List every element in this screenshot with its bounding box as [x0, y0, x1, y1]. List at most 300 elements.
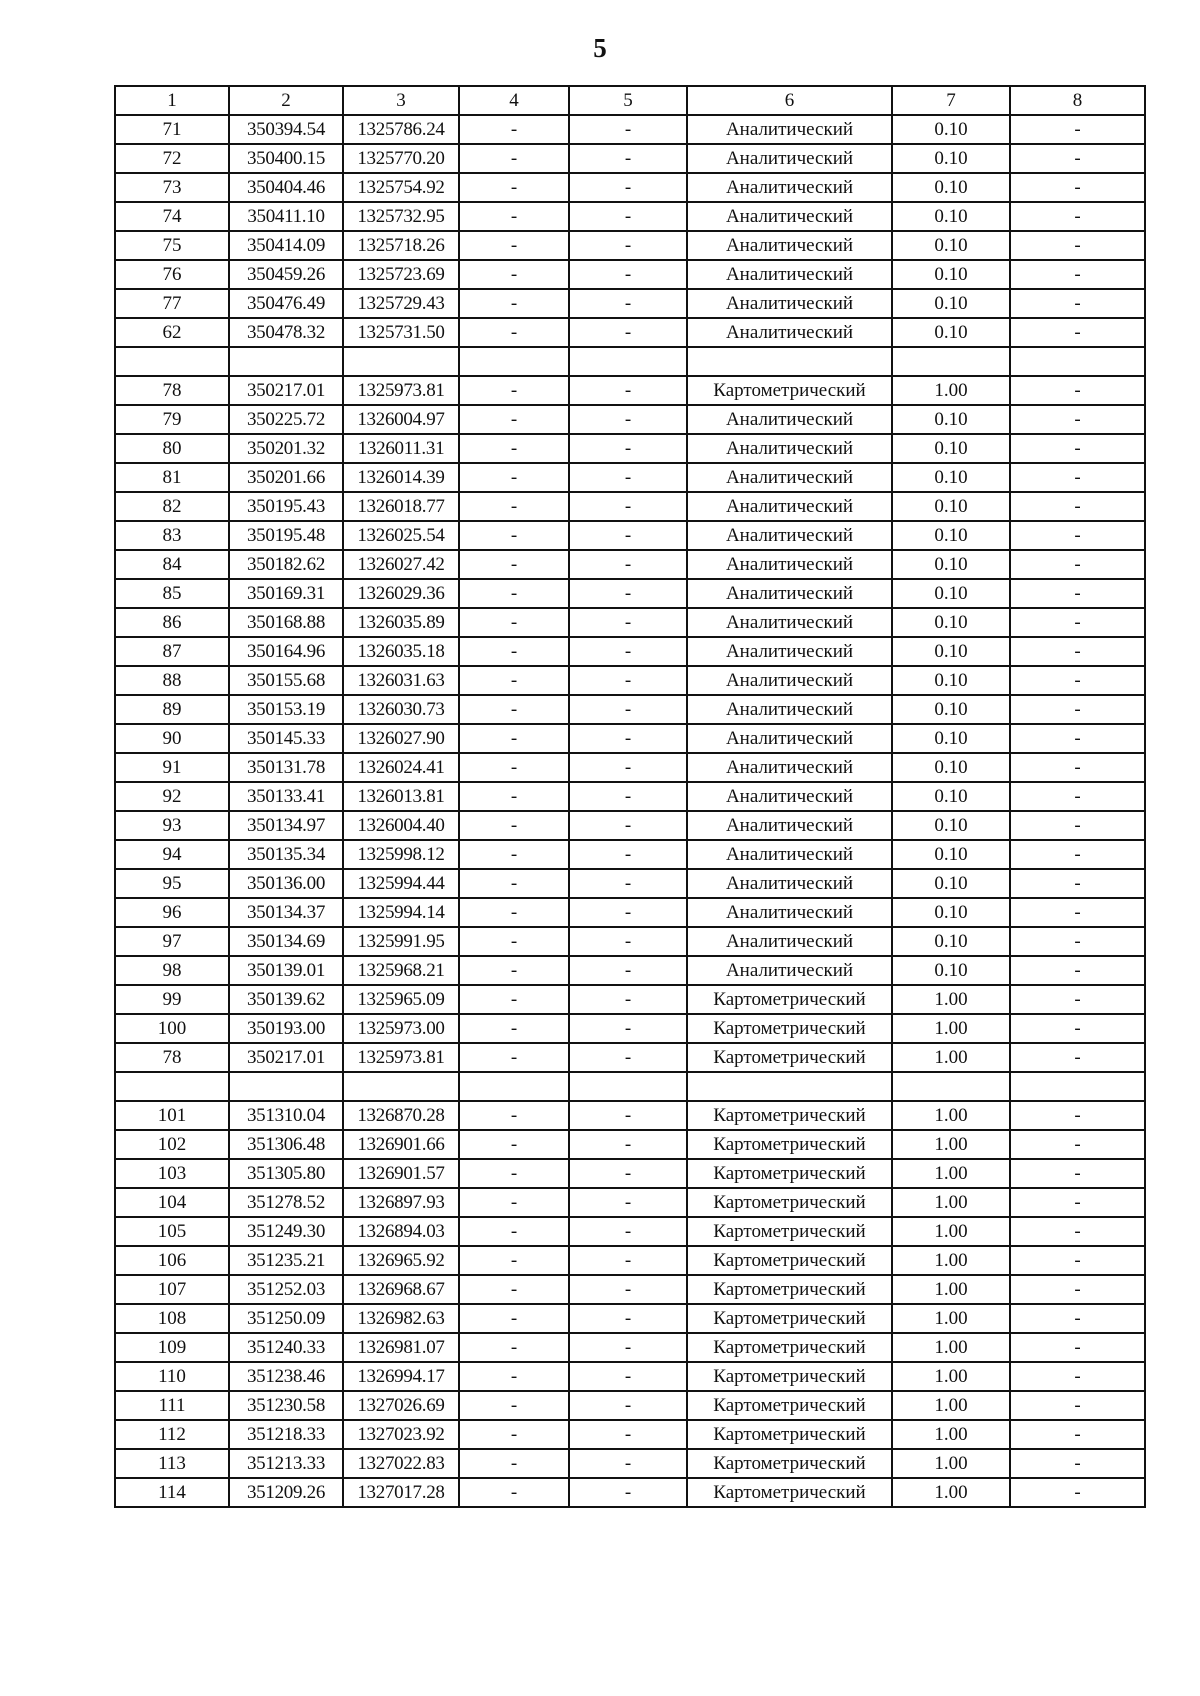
- table-cell: -: [459, 1246, 569, 1275]
- table-cell: -: [459, 318, 569, 347]
- table-cell: 112: [115, 1420, 229, 1449]
- table-cell: 350131.78: [229, 753, 343, 782]
- table-cell: 100: [115, 1014, 229, 1043]
- table-cell: -: [1010, 289, 1145, 318]
- table-cell: -: [459, 898, 569, 927]
- table-cell: 0.10: [892, 550, 1010, 579]
- table-row: [115, 840, 1145, 869]
- table-cell: 0.10: [892, 956, 1010, 985]
- table-cell: -: [459, 144, 569, 173]
- table-cell: -: [1010, 492, 1145, 521]
- table-cell: Аналитический: [687, 173, 892, 202]
- table-cell: 350476.49: [229, 289, 343, 318]
- table-row: [115, 550, 1145, 579]
- table-cell: 0.10: [892, 173, 1010, 202]
- table-cell: 351310.04: [229, 1101, 343, 1130]
- table-cell: 1325991.95: [343, 927, 459, 956]
- table-cell: -: [459, 811, 569, 840]
- table-row: [115, 927, 1145, 956]
- table-row: [115, 1217, 1145, 1246]
- table-cell: 350225.72: [229, 405, 343, 434]
- table-cell: 351238.46: [229, 1362, 343, 1391]
- table-row: [115, 173, 1145, 202]
- table-row: [115, 724, 1145, 753]
- table-row: [115, 1275, 1145, 1304]
- table-cell: -: [569, 1478, 687, 1507]
- table-cell: 1.00: [892, 1333, 1010, 1362]
- table-cell: 1326024.41: [343, 753, 459, 782]
- table-cell: 0.10: [892, 840, 1010, 869]
- table-cell: 78: [115, 1043, 229, 1072]
- table-cell: 351252.03: [229, 1275, 343, 1304]
- table-cell: -: [569, 202, 687, 231]
- table-cell: Аналитический: [687, 260, 892, 289]
- table-cell: -: [459, 869, 569, 898]
- table-cell: -: [569, 898, 687, 927]
- table-cell: Аналитический: [687, 695, 892, 724]
- table-cell: -: [459, 579, 569, 608]
- table-row: [115, 1333, 1145, 1362]
- table-cell: Картометрический: [687, 1188, 892, 1217]
- table-cell: -: [1010, 434, 1145, 463]
- table-cell: Аналитический: [687, 898, 892, 927]
- table-cell: -: [459, 840, 569, 869]
- table-cell: [687, 1072, 892, 1101]
- table-cell: 1.00: [892, 1101, 1010, 1130]
- table-cell: 84: [115, 550, 229, 579]
- table-cell: -: [1010, 1159, 1145, 1188]
- table-cell: -: [459, 492, 569, 521]
- coordinates-table: [114, 85, 1146, 1508]
- table-cell: -: [459, 1217, 569, 1246]
- table-cell: 111: [115, 1391, 229, 1420]
- table-cell: 99: [115, 985, 229, 1014]
- table-cell: -: [569, 811, 687, 840]
- table-row: [115, 434, 1145, 463]
- table-cell: [569, 347, 687, 376]
- table-row: [115, 637, 1145, 666]
- table-cell: 1.00: [892, 1217, 1010, 1246]
- table-cell: -: [459, 666, 569, 695]
- table-cell: 0.10: [892, 521, 1010, 550]
- table-cell: 1325965.09: [343, 985, 459, 1014]
- table-cell: 0.10: [892, 434, 1010, 463]
- table-row: [115, 1304, 1145, 1333]
- table-cell: 113: [115, 1449, 229, 1478]
- table-row: [115, 463, 1145, 492]
- table-cell: Аналитический: [687, 666, 892, 695]
- table-row: [115, 666, 1145, 695]
- table-cell: -: [569, 521, 687, 550]
- table-cell: Картометрический: [687, 1014, 892, 1043]
- table-cell: -: [459, 753, 569, 782]
- table-cell: -: [459, 782, 569, 811]
- table-cell: 1325973.81: [343, 376, 459, 405]
- table-cell: -: [1010, 782, 1145, 811]
- table-cell: -: [459, 1043, 569, 1072]
- table-cell: -: [569, 1217, 687, 1246]
- table-cell: 351230.58: [229, 1391, 343, 1420]
- table-cell: 350133.41: [229, 782, 343, 811]
- table-cell: 1325968.21: [343, 956, 459, 985]
- table-cell: 75: [115, 231, 229, 260]
- table-cell: 350195.48: [229, 521, 343, 550]
- table-cell: 109: [115, 1333, 229, 1362]
- table-row: [115, 115, 1145, 144]
- table-cell: -: [569, 840, 687, 869]
- table-cell: -: [459, 1101, 569, 1130]
- table-cell: -: [1010, 405, 1145, 434]
- table-cell: 78: [115, 376, 229, 405]
- table-cell: 1327026.69: [343, 1391, 459, 1420]
- table-cell: 74: [115, 202, 229, 231]
- table-cell: 0.10: [892, 405, 1010, 434]
- table-cell: [687, 347, 892, 376]
- table-cell: 351209.26: [229, 1478, 343, 1507]
- table-cell: 104: [115, 1188, 229, 1217]
- table-cell: Картометрический: [687, 1420, 892, 1449]
- table-cell: Аналитический: [687, 289, 892, 318]
- table-cell: -: [569, 608, 687, 637]
- table-cell: -: [1010, 173, 1145, 202]
- table-cell: 85: [115, 579, 229, 608]
- table-row: [115, 492, 1145, 521]
- table-cell: -: [1010, 811, 1145, 840]
- table-row: [115, 1072, 1145, 1101]
- table-row: [115, 753, 1145, 782]
- table-cell: 1325994.44: [343, 869, 459, 898]
- table-cell: -: [1010, 840, 1145, 869]
- table-cell: 350145.33: [229, 724, 343, 753]
- table-row: [115, 521, 1145, 550]
- table-cell: -: [1010, 927, 1145, 956]
- table-cell: 350164.96: [229, 637, 343, 666]
- table-cell: 1326894.03: [343, 1217, 459, 1246]
- table-cell: -: [569, 1130, 687, 1159]
- table-cell: Картометрический: [687, 376, 892, 405]
- table-cell: [115, 1072, 229, 1101]
- table-row: [115, 1188, 1145, 1217]
- table-cell: 1325770.20: [343, 144, 459, 173]
- table-cell: -: [1010, 608, 1145, 637]
- table-row: [115, 956, 1145, 985]
- table-cell: [892, 1072, 1010, 1101]
- table-cell: 350169.31: [229, 579, 343, 608]
- table-cell: -: [569, 1275, 687, 1304]
- table-cell: 1325998.12: [343, 840, 459, 869]
- table-cell: 0.10: [892, 202, 1010, 231]
- table-cell: 1327017.28: [343, 1478, 459, 1507]
- table-cell: 1326981.07: [343, 1333, 459, 1362]
- table-cell: Аналитический: [687, 608, 892, 637]
- table-cell: 1.00: [892, 1246, 1010, 1275]
- table-row: [115, 1043, 1145, 1072]
- table-cell: 1326965.92: [343, 1246, 459, 1275]
- table-cell: 350414.09: [229, 231, 343, 260]
- table-cell: -: [459, 1333, 569, 1362]
- table-row: [115, 695, 1145, 724]
- table-cell: 351235.21: [229, 1246, 343, 1275]
- table-cell: -: [569, 1014, 687, 1043]
- table-cell: 1.00: [892, 1449, 1010, 1478]
- table-cell: 114: [115, 1478, 229, 1507]
- table-cell: 0.10: [892, 811, 1010, 840]
- table-cell: -: [569, 1246, 687, 1275]
- table-cell: -: [1010, 318, 1145, 347]
- table-cell: -: [1010, 1101, 1145, 1130]
- table-cell: 1325732.95: [343, 202, 459, 231]
- table-cell: -: [1010, 1130, 1145, 1159]
- table-cell: Аналитический: [687, 811, 892, 840]
- table-cell: [229, 1072, 343, 1101]
- table-cell: 0.10: [892, 927, 1010, 956]
- table-cell: 351249.30: [229, 1217, 343, 1246]
- table-cell: 350193.00: [229, 1014, 343, 1043]
- table-cell: 350400.15: [229, 144, 343, 173]
- table-cell: 1326031.63: [343, 666, 459, 695]
- table-cell: Картометрический: [687, 1449, 892, 1478]
- table-cell: Аналитический: [687, 724, 892, 753]
- table-cell: 350195.43: [229, 492, 343, 521]
- table-cell: -: [569, 985, 687, 1014]
- table-cell: Аналитический: [687, 405, 892, 434]
- table-cell: 1.00: [892, 376, 1010, 405]
- table-cell: -: [1010, 1246, 1145, 1275]
- table-cell: 350201.32: [229, 434, 343, 463]
- table-cell: -: [459, 1159, 569, 1188]
- table-cell: 76: [115, 260, 229, 289]
- table-cell: Аналитический: [687, 637, 892, 666]
- table-cell: -: [459, 1304, 569, 1333]
- table-cell: -: [1010, 1043, 1145, 1072]
- table-cell: 1326897.93: [343, 1188, 459, 1217]
- table-cell: [343, 347, 459, 376]
- table-row: [115, 1130, 1145, 1159]
- table-cell: -: [569, 1101, 687, 1130]
- table-cell: -: [459, 173, 569, 202]
- table-cell: 350404.46: [229, 173, 343, 202]
- table-cell: Аналитический: [687, 521, 892, 550]
- table-row: [115, 1101, 1145, 1130]
- table-cell: Аналитический: [687, 869, 892, 898]
- table-cell: 1.00: [892, 1159, 1010, 1188]
- table-cell: 1.00: [892, 1043, 1010, 1072]
- table-cell: 1326901.66: [343, 1130, 459, 1159]
- table-cell: -: [1010, 666, 1145, 695]
- table-cell: 1.00: [892, 1478, 1010, 1507]
- table-cell: -: [1010, 724, 1145, 753]
- table-cell: Аналитический: [687, 753, 892, 782]
- table-cell: [115, 347, 229, 376]
- table-cell: -: [569, 144, 687, 173]
- table-cell: [459, 1072, 569, 1101]
- table-cell: 1.00: [892, 1420, 1010, 1449]
- table-row: [115, 1362, 1145, 1391]
- table-cell: -: [459, 1130, 569, 1159]
- table-cell: -: [1010, 579, 1145, 608]
- table-cell: -: [569, 1420, 687, 1449]
- table-cell: -: [459, 231, 569, 260]
- table-cell: [1010, 1072, 1145, 1101]
- table-cell: 1.00: [892, 1014, 1010, 1043]
- column-header: 5: [569, 86, 687, 115]
- table-cell: -: [1010, 115, 1145, 144]
- table-cell: -: [459, 724, 569, 753]
- table-cell: 1.00: [892, 985, 1010, 1014]
- table-cell: 94: [115, 840, 229, 869]
- table-cell: Аналитический: [687, 840, 892, 869]
- table-cell: 0.10: [892, 753, 1010, 782]
- table-cell: 87: [115, 637, 229, 666]
- table-cell: 96: [115, 898, 229, 927]
- table-row: [115, 347, 1145, 376]
- table-cell: [229, 347, 343, 376]
- table-cell: -: [569, 637, 687, 666]
- table-cell: 1.00: [892, 1188, 1010, 1217]
- table-cell: -: [569, 1449, 687, 1478]
- table-cell: -: [1010, 1275, 1145, 1304]
- table-cell: 350182.62: [229, 550, 343, 579]
- table-cell: -: [1010, 1333, 1145, 1362]
- table-cell: 1326004.40: [343, 811, 459, 840]
- table-cell: 1326013.81: [343, 782, 459, 811]
- table-cell: -: [569, 1159, 687, 1188]
- table-row: [115, 260, 1145, 289]
- table-cell: -: [569, 463, 687, 492]
- table-cell: 351250.09: [229, 1304, 343, 1333]
- table-cell: 90: [115, 724, 229, 753]
- table-cell: -: [1010, 376, 1145, 405]
- table-cell: 83: [115, 521, 229, 550]
- table-cell: -: [459, 1449, 569, 1478]
- table-cell: 351306.48: [229, 1130, 343, 1159]
- table-cell: Аналитический: [687, 144, 892, 173]
- table-cell: 1.00: [892, 1391, 1010, 1420]
- table-cell: -: [1010, 1391, 1145, 1420]
- table-cell: 1326030.73: [343, 695, 459, 724]
- table-cell: 0.10: [892, 463, 1010, 492]
- table-cell: -: [1010, 1449, 1145, 1478]
- table-cell: -: [1010, 1014, 1145, 1043]
- table-cell: -: [459, 985, 569, 1014]
- table-cell: 350155.68: [229, 666, 343, 695]
- table-cell: 350478.32: [229, 318, 343, 347]
- table-cell: 88: [115, 666, 229, 695]
- table-cell: 1325973.81: [343, 1043, 459, 1072]
- table-cell: Картометрический: [687, 1101, 892, 1130]
- column-header: 4: [459, 86, 569, 115]
- table-cell: 102: [115, 1130, 229, 1159]
- table-cell: Аналитический: [687, 115, 892, 144]
- table-cell: -: [1010, 985, 1145, 1014]
- table-body: [115, 115, 1145, 1507]
- table-cell: -: [1010, 1188, 1145, 1217]
- table-cell: -: [1010, 869, 1145, 898]
- table-cell: 350139.62: [229, 985, 343, 1014]
- table-cell: -: [1010, 260, 1145, 289]
- table-cell: -: [569, 1362, 687, 1391]
- page-number: 5: [593, 33, 607, 63]
- table-cell: -: [459, 434, 569, 463]
- table-cell: 72: [115, 144, 229, 173]
- table-cell: 350135.34: [229, 840, 343, 869]
- table-cell: 105: [115, 1217, 229, 1246]
- table-cell: 350168.88: [229, 608, 343, 637]
- table-cell: 350411.10: [229, 202, 343, 231]
- table-cell: -: [569, 1391, 687, 1420]
- table-cell: -: [569, 550, 687, 579]
- column-header: 8: [1010, 86, 1145, 115]
- table-cell: 1326968.67: [343, 1275, 459, 1304]
- table-cell: -: [1010, 637, 1145, 666]
- table-cell: -: [569, 492, 687, 521]
- table-cell: -: [569, 260, 687, 289]
- table-cell: Картометрический: [687, 1304, 892, 1333]
- table-cell: -: [1010, 956, 1145, 985]
- table-cell: 1326027.90: [343, 724, 459, 753]
- table-cell: Аналитический: [687, 463, 892, 492]
- table-cell: Аналитический: [687, 927, 892, 956]
- table-cell: 1326004.97: [343, 405, 459, 434]
- table-cell: 80: [115, 434, 229, 463]
- table-cell: 350201.66: [229, 463, 343, 492]
- table-cell: -: [569, 231, 687, 260]
- table-cell: -: [459, 202, 569, 231]
- table-cell: Картометрический: [687, 1362, 892, 1391]
- table-cell: 350134.97: [229, 811, 343, 840]
- table-cell: 1326870.28: [343, 1101, 459, 1130]
- table-row: [115, 231, 1145, 260]
- table-cell: Картометрический: [687, 1217, 892, 1246]
- table-cell: 0.10: [892, 492, 1010, 521]
- table-cell: 92: [115, 782, 229, 811]
- table-cell: -: [1010, 521, 1145, 550]
- table-cell: 1325718.26: [343, 231, 459, 260]
- table-cell: 110: [115, 1362, 229, 1391]
- table-cell: -: [569, 927, 687, 956]
- table-cell: -: [459, 927, 569, 956]
- table-cell: 86: [115, 608, 229, 637]
- table-row: [115, 1478, 1145, 1507]
- table-cell: Картометрический: [687, 1391, 892, 1420]
- table-row: [115, 811, 1145, 840]
- column-header: 2: [229, 86, 343, 115]
- table-row: [115, 405, 1145, 434]
- table-cell: Картометрический: [687, 1043, 892, 1072]
- table-cell: Аналитический: [687, 231, 892, 260]
- table-cell: Аналитический: [687, 492, 892, 521]
- table-cell: 1326025.54: [343, 521, 459, 550]
- table-cell: -: [569, 579, 687, 608]
- table-cell: -: [1010, 1217, 1145, 1246]
- table-cell: -: [459, 1420, 569, 1449]
- table-row: [115, 318, 1145, 347]
- table-cell: 97: [115, 927, 229, 956]
- table-cell: 1325754.92: [343, 173, 459, 202]
- table-row: [115, 579, 1145, 608]
- table-cell: 0.10: [892, 724, 1010, 753]
- table-cell: 350153.19: [229, 695, 343, 724]
- table-cell: 350459.26: [229, 260, 343, 289]
- table-cell: -: [1010, 753, 1145, 782]
- table-cell: 79: [115, 405, 229, 434]
- table-cell: -: [569, 869, 687, 898]
- table-cell: 1.00: [892, 1362, 1010, 1391]
- table-cell: 0.10: [892, 289, 1010, 318]
- table-cell: -: [459, 550, 569, 579]
- table-cell: 1326029.36: [343, 579, 459, 608]
- table-cell: Картометрический: [687, 1159, 892, 1188]
